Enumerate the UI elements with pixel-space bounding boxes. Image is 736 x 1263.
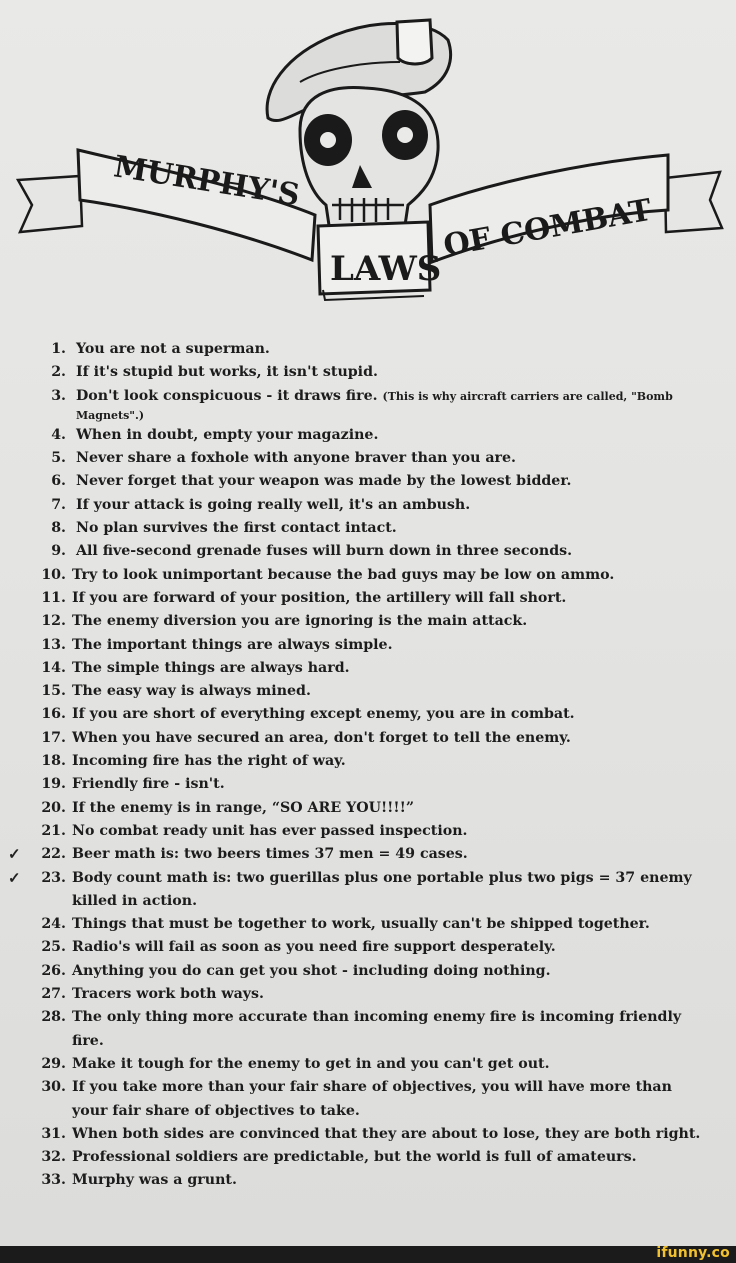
- law-text-line: If your attack is going really well, it's an ambush.: [76, 496, 471, 513]
- law-number: 7.: [51, 496, 66, 513]
- law-number: 3.: [51, 387, 66, 404]
- law-text-line: Radio's will fail as soon as you need fire support desperately.: [72, 939, 556, 956]
- law-text: [0, 890, 736, 913]
- law-item: [0, 843, 736, 866]
- law-item: [0, 703, 736, 726]
- law-text: [0, 361, 736, 384]
- banner-left-text: MURPHY'S: [111, 149, 303, 214]
- banner-right: [430, 155, 722, 264]
- law-item: [0, 610, 736, 633]
- law-number: 1.: [51, 341, 66, 357]
- law-text: [0, 634, 736, 657]
- law-text-line: You are not a superman.: [76, 341, 270, 357]
- law-text-line: If the enemy is in range, “SO ARE YOU!!!!”: [72, 799, 415, 816]
- law-text-line: All five-second grenade fuses will burn down in three seconds.: [76, 543, 573, 560]
- banner-left: [18, 149, 315, 260]
- law-text: [0, 385, 736, 408]
- law-number: 5.: [51, 450, 66, 467]
- law-text: [0, 338, 736, 361]
- law-number: 19.: [41, 776, 66, 793]
- law-number: 14.: [41, 659, 66, 676]
- law-item: [0, 913, 736, 936]
- law-text-line: Professional soldiers are predictable, but the world is full of amateurs.: [72, 1149, 637, 1166]
- law-text-line: killed in action.: [72, 892, 198, 909]
- banner-center: [318, 222, 441, 300]
- law-item: [0, 634, 736, 657]
- law-item: [0, 1146, 736, 1169]
- law-number: 30.: [41, 1079, 66, 1096]
- law-item: [0, 494, 736, 517]
- law-text-line: Don't look conspicuous - it draws fire.: [76, 387, 378, 404]
- law-number: 27.: [41, 986, 66, 1003]
- law-text-line: Try to look unimportant because the bad guys may be low on ammo.: [72, 566, 615, 583]
- law-number: 9.: [51, 543, 66, 560]
- law-text-line: If you are forward of your position, the artillery will fall short.: [72, 589, 567, 606]
- law-text: [0, 564, 736, 587]
- law-text-line: Never share a foxhole with anyone braver than you are.: [76, 450, 516, 467]
- law-text-line: Beer math is: two beers times 37 men = 49 cases.: [72, 846, 468, 863]
- law-text: [0, 1006, 736, 1029]
- law-item: [0, 564, 736, 587]
- law-text-line: fire.: [72, 1032, 104, 1049]
- law-note: (This is why aircraft carriers are called, "Bomb: [382, 389, 673, 403]
- law-number: 32.: [41, 1149, 66, 1166]
- law-item: [0, 936, 736, 959]
- law-item: [0, 361, 736, 384]
- law-text-line: Magnets".): [76, 408, 145, 422]
- law-number: 18.: [41, 753, 66, 770]
- law-item: [0, 1006, 736, 1053]
- law-text-line: Friendly fire - isn't.: [72, 776, 225, 793]
- law-item: [0, 1076, 736, 1123]
- law-item: [0, 983, 736, 1006]
- law-number: 15.: [41, 683, 66, 700]
- law-number: 10.: [41, 566, 66, 583]
- law-number: 29.: [41, 1055, 66, 1072]
- law-number: 17.: [41, 729, 66, 746]
- law-item: [0, 1123, 736, 1146]
- law-number: 31.: [41, 1125, 66, 1142]
- law-number: 16.: [41, 706, 66, 723]
- banner-center-text: LAWS: [330, 249, 442, 289]
- law-item: [0, 820, 736, 843]
- law-number: 6.: [51, 473, 66, 490]
- law-number: 12.: [41, 613, 66, 630]
- law-text: [0, 680, 736, 703]
- law-text: [0, 820, 736, 843]
- law-text-line: When in doubt, empty your magazine.: [76, 426, 379, 443]
- checkmark-icon: ✓: [8, 845, 21, 864]
- law-text: [0, 1146, 736, 1169]
- law-item: [0, 750, 736, 773]
- law-text: [0, 867, 736, 890]
- law-text: [0, 657, 736, 680]
- laws-list: [0, 338, 736, 1193]
- law-item: [0, 657, 736, 680]
- law-number: 24.: [41, 916, 66, 933]
- law-text: [0, 727, 736, 750]
- law-item: [0, 424, 736, 447]
- law-text-line: The important things are always simple.: [72, 636, 393, 653]
- law-text-line: Never forget that your weapon was made by the lowest bidder.: [76, 473, 572, 490]
- law-text-line: The simple things are always hard.: [72, 659, 350, 676]
- law-text: [0, 587, 736, 610]
- law-text: [0, 610, 736, 633]
- law-number: 26.: [41, 962, 66, 979]
- law-text-line: Make it tough for the enemy to get in and you can't get out.: [72, 1055, 550, 1072]
- law-number: 21.: [41, 822, 66, 839]
- law-text: [0, 1076, 736, 1099]
- law-item: [0, 867, 736, 914]
- law-text: [0, 540, 736, 563]
- law-text-line: Body count math is: two guerillas plus one portable plus two pigs = 37 enemy: [72, 869, 692, 886]
- checkmark-icon: ✓: [8, 868, 21, 887]
- law-text-line: Tracers work both ways.: [72, 986, 264, 1003]
- law-text: [0, 913, 736, 936]
- law-number: 25.: [41, 939, 66, 956]
- law-item: [0, 587, 736, 610]
- law-item: [0, 727, 736, 750]
- law-number: 23.: [41, 869, 66, 886]
- law-text-line: The enemy diversion you are ignoring is the main attack.: [72, 613, 528, 630]
- law-item: [0, 385, 736, 424]
- law-item: [0, 960, 736, 983]
- law-text: [0, 750, 736, 773]
- law-text-line: If it's stupid but works, it isn't stupid.: [76, 364, 378, 381]
- law-item: [0, 1053, 736, 1076]
- header-illustration: [0, 0, 736, 330]
- law-text: [0, 1030, 736, 1053]
- law-text-line: If you are short of everything except enemy, you are in combat.: [72, 706, 575, 723]
- law-text-line: When both sides are convinced that they are about to lose, they are both right.: [72, 1125, 701, 1142]
- law-number: 33.: [41, 1172, 66, 1189]
- law-text: [0, 983, 736, 1006]
- law-number: 11.: [41, 589, 66, 606]
- law-text-line: Incoming fire has the right of way.: [72, 753, 346, 770]
- law-number: 2.: [51, 364, 66, 381]
- law-text: [0, 936, 736, 959]
- law-item: [0, 338, 736, 361]
- law-text-line: The easy way is always mined.: [72, 683, 311, 700]
- law-text: [0, 843, 736, 866]
- law-text: [0, 447, 736, 470]
- law-text: [0, 424, 736, 447]
- law-item: [0, 680, 736, 703]
- banner-right-text: OF COMBAT: [440, 192, 655, 264]
- law-text: [0, 1169, 736, 1192]
- law-text-line: your fair share of objectives to take.: [72, 1102, 360, 1119]
- law-text: [0, 797, 736, 820]
- law-text-line: When you have secured an area, don't forget to tell the enemy.: [72, 729, 571, 746]
- law-number: 22.: [41, 846, 66, 863]
- law-text: [0, 470, 736, 493]
- law-text: [0, 517, 736, 540]
- law-number: 20.: [41, 799, 66, 816]
- law-text: [0, 1123, 736, 1146]
- law-number: 13.: [41, 636, 66, 653]
- law-text: [0, 1053, 736, 1076]
- law-text: [0, 773, 736, 796]
- law-text-line: No combat ready unit has ever passed inspection.: [72, 822, 468, 839]
- law-number: 28.: [41, 1009, 66, 1026]
- law-text: [0, 703, 736, 726]
- law-item: [0, 1169, 736, 1192]
- law-text-line: No plan survives the first contact intact.: [76, 520, 397, 537]
- law-text: [0, 1100, 736, 1123]
- law-text-line: The only thing more accurate than incoming enemy fire is incoming friendly: [72, 1009, 682, 1026]
- law-item: [0, 797, 736, 820]
- law-text: [0, 960, 736, 983]
- law-item: [0, 540, 736, 563]
- skull-icon: [300, 87, 438, 232]
- law-number: 4.: [51, 426, 66, 443]
- law-text-line: Murphy was a grunt.: [72, 1172, 237, 1189]
- law-text: [0, 408, 736, 424]
- footer-bar: [0, 1246, 736, 1263]
- law-item: [0, 517, 736, 540]
- law-item: [0, 773, 736, 796]
- law-text-line: Things that must be together to work, usually can't be shipped together.: [72, 916, 650, 933]
- law-text: [0, 494, 736, 517]
- law-text-line: If you take more than your fair share of objectives, you will have more than: [72, 1079, 672, 1096]
- law-item: [0, 470, 736, 493]
- ifunny-watermark: ifunny.co: [656, 1245, 730, 1261]
- law-text-line: Anything you do can get you shot - including doing nothing.: [72, 962, 551, 979]
- law-item: [0, 447, 736, 470]
- law-number: 8.: [51, 520, 66, 537]
